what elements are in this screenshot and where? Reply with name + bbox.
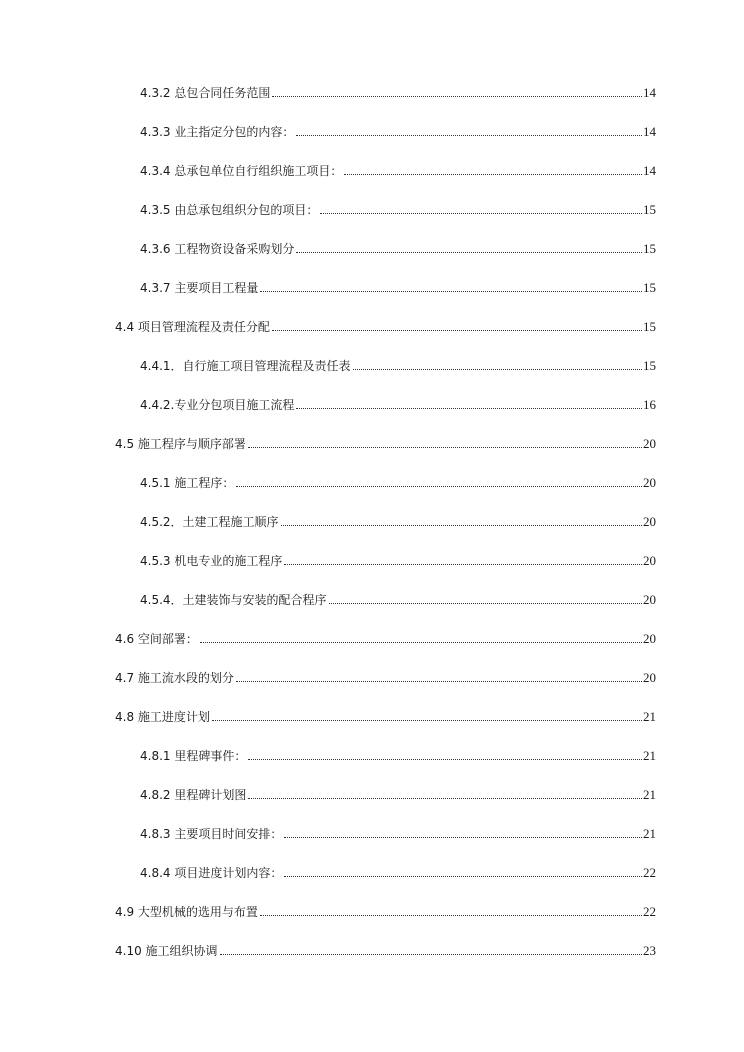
toc-entry-label: 4.5.2．土建工程施工顺序	[140, 515, 279, 529]
toc-leader-dots	[281, 525, 642, 526]
toc-leader-dots	[248, 447, 642, 448]
toc-leader-dots	[248, 798, 642, 799]
toc-entry-label: 4.8 施工进度计划	[115, 710, 210, 724]
toc-entry-label: 4.4.2.专业分包项目施工流程	[140, 398, 295, 412]
toc-leader-dots	[236, 681, 642, 682]
toc-entry[interactable]	[115, 314, 656, 334]
toc-entry-page: 20	[643, 670, 656, 685]
toc-entry-page: 14	[643, 163, 656, 178]
toc-entry-label: 4.5.3 机电专业的施工程序	[140, 554, 283, 568]
toc-entry-page: 20	[643, 436, 656, 451]
toc-leader-dots	[248, 759, 642, 760]
toc-entry-label: 4.3.2 总包合同任务范围	[140, 86, 271, 100]
toc-entry-label: 4.3.7 主要项目工程量	[140, 281, 259, 295]
toc-entry-label: 4.3.4 总承包单位自行组织施工项目：	[140, 164, 343, 178]
toc-entry[interactable]	[140, 821, 656, 841]
toc-entry[interactable]	[140, 587, 656, 607]
toc-leader-dots	[260, 291, 642, 292]
toc-entry[interactable]	[115, 431, 656, 451]
toc-entry[interactable]	[115, 938, 656, 958]
toc-entry-label: 4.5 施工程序与顺序部署	[115, 437, 246, 451]
toc-entry-label: 4.4.1．自行施工项目管理流程及责任表	[140, 359, 351, 373]
toc-entry-page: 21	[643, 787, 656, 802]
toc-entry-page: 22	[643, 904, 656, 919]
toc-entry-page: 20	[643, 514, 656, 529]
toc-entry[interactable]	[140, 353, 656, 373]
toc-leader-dots	[272, 330, 642, 331]
toc-entry-label: 4.8.4 项目进度计划内容：	[140, 866, 283, 880]
toc-entry-page: 14	[643, 85, 656, 100]
toc-entry[interactable]	[140, 509, 656, 529]
toc-entry-label: 4.3.3 业主指定分包的内容：	[140, 125, 295, 139]
toc-entry-page: 22	[643, 865, 656, 880]
toc-entry[interactable]	[140, 470, 656, 490]
toc-entry-page: 16	[643, 397, 656, 412]
toc-entry[interactable]	[140, 392, 656, 412]
toc-entry-page: 20	[643, 553, 656, 568]
toc-leader-dots	[284, 564, 642, 565]
toc-entry-page: 15	[643, 202, 656, 217]
toc-leader-dots	[200, 642, 642, 643]
toc-entry-label: 4.3.6 工程物资设备采购划分	[140, 242, 295, 256]
toc-entry-label: 4.7 施工流水段的划分	[115, 671, 234, 685]
toc-entry-page: 15	[643, 319, 656, 334]
toc-leader-dots	[236, 486, 642, 487]
toc-entry-page: 21	[643, 709, 656, 724]
toc-entry-label: 4.8.3 主要项目时间安排：	[140, 827, 283, 841]
toc-leader-dots	[284, 837, 642, 838]
toc-entry-page: 15	[643, 280, 656, 295]
toc-entry[interactable]	[140, 197, 656, 217]
toc-leader-dots	[329, 603, 642, 604]
toc-entry-page: 20	[643, 592, 656, 607]
toc-entry-label: 4.3.5 由总承包组织分包的项目：	[140, 203, 319, 217]
toc-leader-dots	[353, 369, 642, 370]
toc-leader-dots	[296, 252, 642, 253]
toc-leader-dots	[212, 720, 642, 721]
toc-leader-dots	[284, 876, 642, 877]
toc-entry-page: 14	[643, 124, 656, 139]
toc-entry-label: 4.6 空间部署：	[115, 632, 198, 646]
toc-entry[interactable]	[115, 626, 656, 646]
toc-entry-page: 15	[643, 358, 656, 373]
toc-leader-dots	[220, 954, 642, 955]
toc-entry-label: 4.4 项目管理流程及责任分配	[115, 320, 270, 334]
toc-leader-dots	[296, 135, 642, 136]
toc-entry-label: 4.8.2 里程碑计划图	[140, 788, 247, 802]
toc-entry[interactable]	[115, 899, 656, 919]
toc-leader-dots	[320, 213, 642, 214]
toc-leader-dots	[260, 915, 642, 916]
toc-entry[interactable]	[140, 548, 656, 568]
toc-leader-dots	[344, 174, 642, 175]
toc-entry-label: 4.9 大型机械的选用与布置	[115, 905, 258, 919]
toc-leader-dots	[296, 408, 642, 409]
toc-entry-page: 23	[643, 943, 656, 958]
toc-entry[interactable]	[115, 665, 656, 685]
toc-entry-label: 4.5.1 施工程序：	[140, 476, 235, 490]
toc-entry-page: 20	[643, 475, 656, 490]
toc-entry[interactable]	[140, 275, 656, 295]
toc-entry[interactable]	[140, 236, 656, 256]
toc-entry[interactable]	[140, 743, 656, 763]
toc-entry-page: 20	[643, 631, 656, 646]
toc-entry-page: 15	[643, 241, 656, 256]
toc-entry[interactable]	[115, 704, 656, 724]
toc-entry-page: 21	[643, 748, 656, 763]
toc-entry-label: 4.8.1 里程碑事件：	[140, 749, 247, 763]
toc-entry-label: 4.5.4．土建装饰与安装的配合程序	[140, 593, 327, 607]
toc-entry-label: 4.10 施工组织协调	[115, 944, 218, 958]
toc-entry[interactable]	[140, 782, 656, 802]
toc-entry-page: 21	[643, 826, 656, 841]
toc-entry[interactable]	[140, 860, 656, 880]
toc-entry[interactable]	[140, 158, 656, 178]
toc-entry[interactable]	[140, 119, 656, 139]
toc-leader-dots	[272, 96, 642, 97]
toc-entry[interactable]	[140, 80, 656, 100]
